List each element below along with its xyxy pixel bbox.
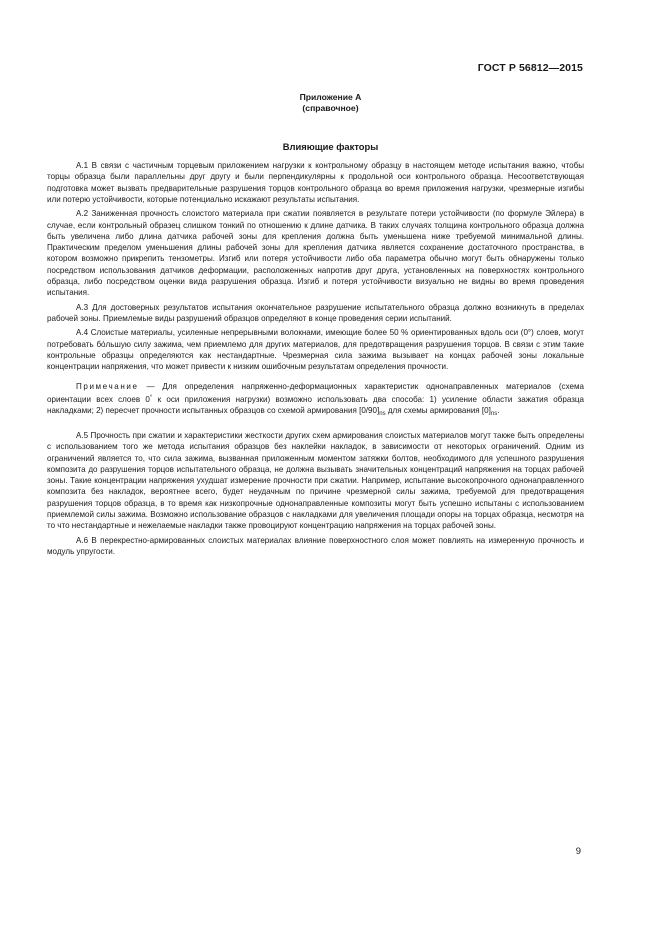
paragraph-a6: А.6 В перекрестно-армированных слоистых материалах влияние поверхностного слоя может повлиять на измеренную прочность и модуль упругости. [47,535,584,556]
note-dash: — [138,382,163,392]
standard-code: ГОСТ Р 56812—2015 [477,62,583,74]
page-number: 9 [575,846,581,857]
paragraph-a4: А.4 Слоистые материалы, усиленные непрерывными волокнами, имеющие более 50 % ориентированных вдоль оси (0°) слоев, могут потребовать бо́льшую силу зажима, чем приемлемо для других материалов, для предотвращения разрушения торцов. В связи с этим такие контрольные образцы определяются как нестандартные. Чрезмерная сила зажима вызывает на концах рабочей зоны локальные концентрации напряжения, что может привести к низким ошибочным результатам определения прочности. [47,328,584,372]
section-title: Влияющие факторы [282,141,379,152]
note-subscript-1: ns [379,410,386,417]
document-body [47,160,584,560]
note-text-4: . [497,405,500,415]
paragraph-a1: А.1 В связи с частичным торцевым приложением нагрузки к контрольному образцу в настоящем методе испытания важно, чтобы торцы образца были параллельны друг другу и были перпендикулярны к продольной оси контрольного образца. Несоответствующая подготовка может вызвать предварительные разрушения торцов контрольного образца во время приложения нагрузки, чрезмерные изгибы или потерю устойчивости, которые потенциально искажают результаты испытания. [47,161,584,204]
note-degree: ° [149,394,153,401]
paragraph-a5: А.5 Прочность при сжатии и характеристики жесткости других схем армирования слоистых материалов могут также быть определены с использованием того же метода испытания образцов без наклейки накладок, в зависимости от некоторых ограничений. Одним из ограничений является то, что сила зажима, вызванная приложенным моментом затяжки болтов, необходимого для успешного разрушения композита до разрушения торцов испытательного образца, не должна вызывать значительных концентраций напряжения на торцах рабочей зоны. Такие концентрации напряжения ухудшат измерение прочности при сжатии. Например, испытание высокопрочного однонаправленного композита без накладок, вероятнее всего, будет неудачным по причине чрезмерной силы зажима, требуемой для предотвращения разрушения торцов образца, в то время как низкопрочные однонаправленные композиты могут быть успешно испытаны с использованием приемлемой силы зажима. Возможно использование образцов с накладками для увеличения площади опоры на торцах образца, несмотря на то что нестандартные и нежелаемые накладки также провоцируют концентрацию напряжения на торцах рабочей зоны. [47,431,584,531]
note-subscript-2: ns [490,410,498,417]
paragraph-a2: А.2 Заниженная прочность слоистого материала при сжатии появляется в результате потери устойчивости (по формуле Эйлера) в случае, если контрольный образец слишком тонкий по отношению к длине датчика. В таких случаях толщина контрольного образца должна быть увеличена либо длина датчика рабочей зоны для крепления должна быть уменьшена ниже требуемой минимальной длины. Практическим пределом уменьшения длины рабочей зоны для крепления датчика является сохранение достаточного пространства, в котором возможно прикрепить тензометры. Изгиб или потеря устойчивости либо оба параметра обычно могут быть обнаружены только посредством использования датчиков деформации, расположенных напротив друг друга, установленных на поверхностях контрольного образца, либо посредством оценки вида разрушения образца. Изгиб и потеря устойчивости визуально не видны во время проведения испытания. [47,209,584,298]
annex-subtitle: (справочное) [302,103,359,113]
note-text-2: к оси приложения нагрузки) возможно использовать два способа: 1) усиление области зажатия образца накладками; 2) пересчет прочности испытанных образцов со схемой армирования [0/90] [47,394,584,415]
note-text-1: Для определения напряженно-деформационных характеристик однонаправленных материалов (схема ориентации всех слоев 0 [47,382,584,404]
annex-title: Приложение А [299,92,362,102]
note-paragraph [47,381,584,420]
note-text-3: для схемы армирования [0] [385,405,491,415]
paragraph-a3: А.3 Для достоверных результатов испытания окончательное разрушение испытательного образца должно возникнуть в пределах рабочей зоны. Приемлемые виды разрушений образцов определяют в конце проведения серии испытаний. [47,302,584,323]
note-label: Примечание [76,382,139,392]
